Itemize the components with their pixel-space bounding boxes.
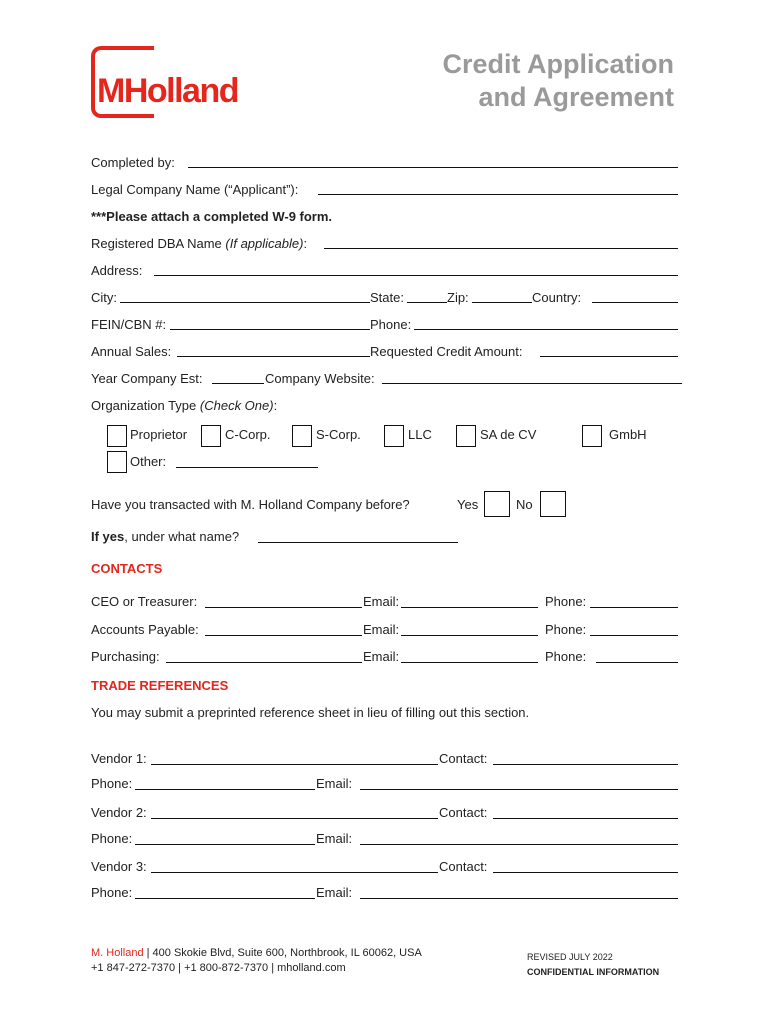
- vendor-contact-field[interactable]: [493, 872, 678, 873]
- contact-email-field[interactable]: [401, 635, 538, 636]
- contact-role-label: Accounts Payable:: [91, 622, 199, 637]
- contacts-heading: CONTACTS: [91, 561, 163, 576]
- no-label: No: [516, 497, 533, 512]
- vendor-phone-field[interactable]: [135, 898, 315, 899]
- city-label: City:: [91, 290, 117, 305]
- ccorp-label: C-Corp.: [225, 427, 271, 442]
- contact-phone-label: Phone:: [545, 622, 587, 637]
- state-field[interactable]: [407, 302, 447, 303]
- contact-name-field[interactable]: [166, 662, 362, 663]
- vendor-email-field[interactable]: [360, 844, 678, 845]
- annual-sales-label: Annual Sales:: [91, 344, 172, 359]
- state-label: State:: [370, 290, 404, 305]
- website-label: Company Website:: [265, 371, 375, 386]
- year-est-field[interactable]: [212, 383, 264, 384]
- sadecv-label: SA de CV: [480, 427, 537, 442]
- contact-phone-field[interactable]: [590, 607, 678, 608]
- yes-label: Yes: [457, 497, 479, 512]
- dba-field[interactable]: [324, 248, 678, 249]
- transacted-question: Have you transacted with M. Holland Company before?: [91, 497, 410, 512]
- zip-label: Zip:: [447, 290, 469, 305]
- address-label: Address:: [91, 263, 143, 278]
- contact-phone-label: Phone:: [545, 649, 587, 664]
- vendor-name-field[interactable]: [151, 764, 438, 765]
- year-est-label: Year Company Est:: [91, 371, 203, 386]
- vendor-phone-field[interactable]: [135, 844, 315, 845]
- title-line-2: and Agreement: [478, 82, 674, 112]
- scorp-checkbox[interactable]: [292, 425, 312, 447]
- contact-email-field[interactable]: [401, 662, 538, 663]
- phone-label: Phone:: [370, 317, 412, 332]
- contact-name-field[interactable]: [205, 635, 362, 636]
- vendor-email-field[interactable]: [360, 789, 678, 790]
- vendor-contact-field[interactable]: [493, 818, 678, 819]
- no-checkbox[interactable]: [540, 491, 566, 517]
- contact-email-field[interactable]: [401, 607, 538, 608]
- contact-role-label: CEO or Treasurer:: [91, 594, 198, 609]
- vendor-contact-label: Contact:: [439, 751, 488, 766]
- footer-address: M. Holland | 400 Skokie Blvd, Suite 600, Northbrook, IL 60062, USA: [91, 947, 422, 959]
- proprietor-label: Proprietor: [130, 427, 188, 442]
- vendor-phone-label: Phone:: [91, 831, 133, 846]
- sadecv-checkbox[interactable]: [456, 425, 476, 447]
- requested-credit-label: Requested Credit Amount:: [370, 344, 523, 359]
- country-label: Country:: [532, 290, 582, 305]
- other-checkbox[interactable]: [107, 451, 127, 473]
- llc-checkbox[interactable]: [384, 425, 404, 447]
- vendor-email-field[interactable]: [360, 898, 678, 899]
- annual-sales-field[interactable]: [177, 356, 370, 357]
- llc-label: LLC: [408, 427, 432, 442]
- footer-contact: +1 847-272-7370 | +1 800-872-7370 | mholland.com: [91, 962, 346, 974]
- website-field[interactable]: [382, 383, 682, 384]
- contact-phone-field[interactable]: [590, 635, 678, 636]
- country-field[interactable]: [592, 302, 678, 303]
- ccorp-checkbox[interactable]: [201, 425, 221, 447]
- legal-name-label: Legal Company Name (“Applicant”):: [91, 182, 299, 197]
- vendor-name-field[interactable]: [151, 818, 438, 819]
- yes-checkbox[interactable]: [484, 491, 510, 517]
- trade-references-heading: TRADE REFERENCES: [91, 678, 229, 693]
- title-line-1: Credit Application: [442, 49, 674, 79]
- confidential-label: CONFIDENTIAL INFORMATION: [527, 967, 660, 977]
- w9-notice: ***Please attach a completed W-9 form.: [91, 209, 333, 224]
- vendor-label: Vendor 3:: [91, 859, 147, 874]
- previous-name-field[interactable]: [258, 542, 458, 543]
- vendor-email-label: Email:: [316, 831, 353, 846]
- contact-phone-label: Phone:: [545, 594, 587, 609]
- logo-frame-top: [140, 46, 154, 50]
- logo-frame-bottom: [140, 114, 154, 118]
- vendor-email-label: Email:: [316, 776, 353, 791]
- trade-references-note: You may submit a preprinted reference sheet in lieu of filling out this section.: [91, 705, 530, 720]
- gmbh-label: GmbH: [609, 427, 647, 442]
- zip-field[interactable]: [472, 302, 532, 303]
- proprietor-checkbox[interactable]: [107, 425, 127, 447]
- vendor-phone-label: Phone:: [91, 885, 133, 900]
- other-field[interactable]: [176, 467, 318, 468]
- gmbh-checkbox[interactable]: [582, 425, 602, 447]
- contact-email-label: Email:: [363, 594, 400, 609]
- org-type-label: Organization Type (Check One):: [91, 398, 278, 413]
- scorp-label: S-Corp.: [316, 427, 361, 442]
- vendor-contact-field[interactable]: [493, 764, 678, 765]
- dba-label: Registered DBA Name (If applicable):: [91, 236, 308, 251]
- vendor-label: Vendor 1:: [91, 751, 147, 766]
- vendor-contact-label: Contact:: [439, 859, 488, 874]
- phone-field[interactable]: [414, 329, 678, 330]
- revised-date: REVISED JULY 2022: [527, 952, 613, 962]
- if-yes-label: If yes, under what name?: [91, 529, 240, 544]
- vendor-phone-field[interactable]: [135, 789, 315, 790]
- completed-by-field[interactable]: [188, 167, 678, 168]
- vendor-phone-label: Phone:: [91, 776, 133, 791]
- contact-name-field[interactable]: [205, 607, 362, 608]
- fein-field[interactable]: [170, 329, 370, 330]
- logo-text: MHolland: [97, 72, 238, 110]
- city-field[interactable]: [120, 302, 370, 303]
- requested-credit-field[interactable]: [540, 356, 678, 357]
- vendor-name-field[interactable]: [151, 872, 438, 873]
- contact-email-label: Email:: [363, 649, 400, 664]
- contact-email-label: Email:: [363, 622, 400, 637]
- legal-name-field[interactable]: [318, 194, 678, 195]
- vendor-contact-label: Contact:: [439, 805, 488, 820]
- address-field[interactable]: [154, 275, 678, 276]
- other-label: Other:: [130, 454, 167, 469]
- vendor-email-label: Email:: [316, 885, 353, 900]
- fein-label: FEIN/CBN #:: [91, 317, 167, 332]
- contact-role-label: Purchasing:: [91, 649, 160, 664]
- vendor-label: Vendor 2:: [91, 805, 147, 820]
- completed-by-label: Completed by:: [91, 155, 175, 170]
- contact-phone-field[interactable]: [596, 662, 678, 663]
